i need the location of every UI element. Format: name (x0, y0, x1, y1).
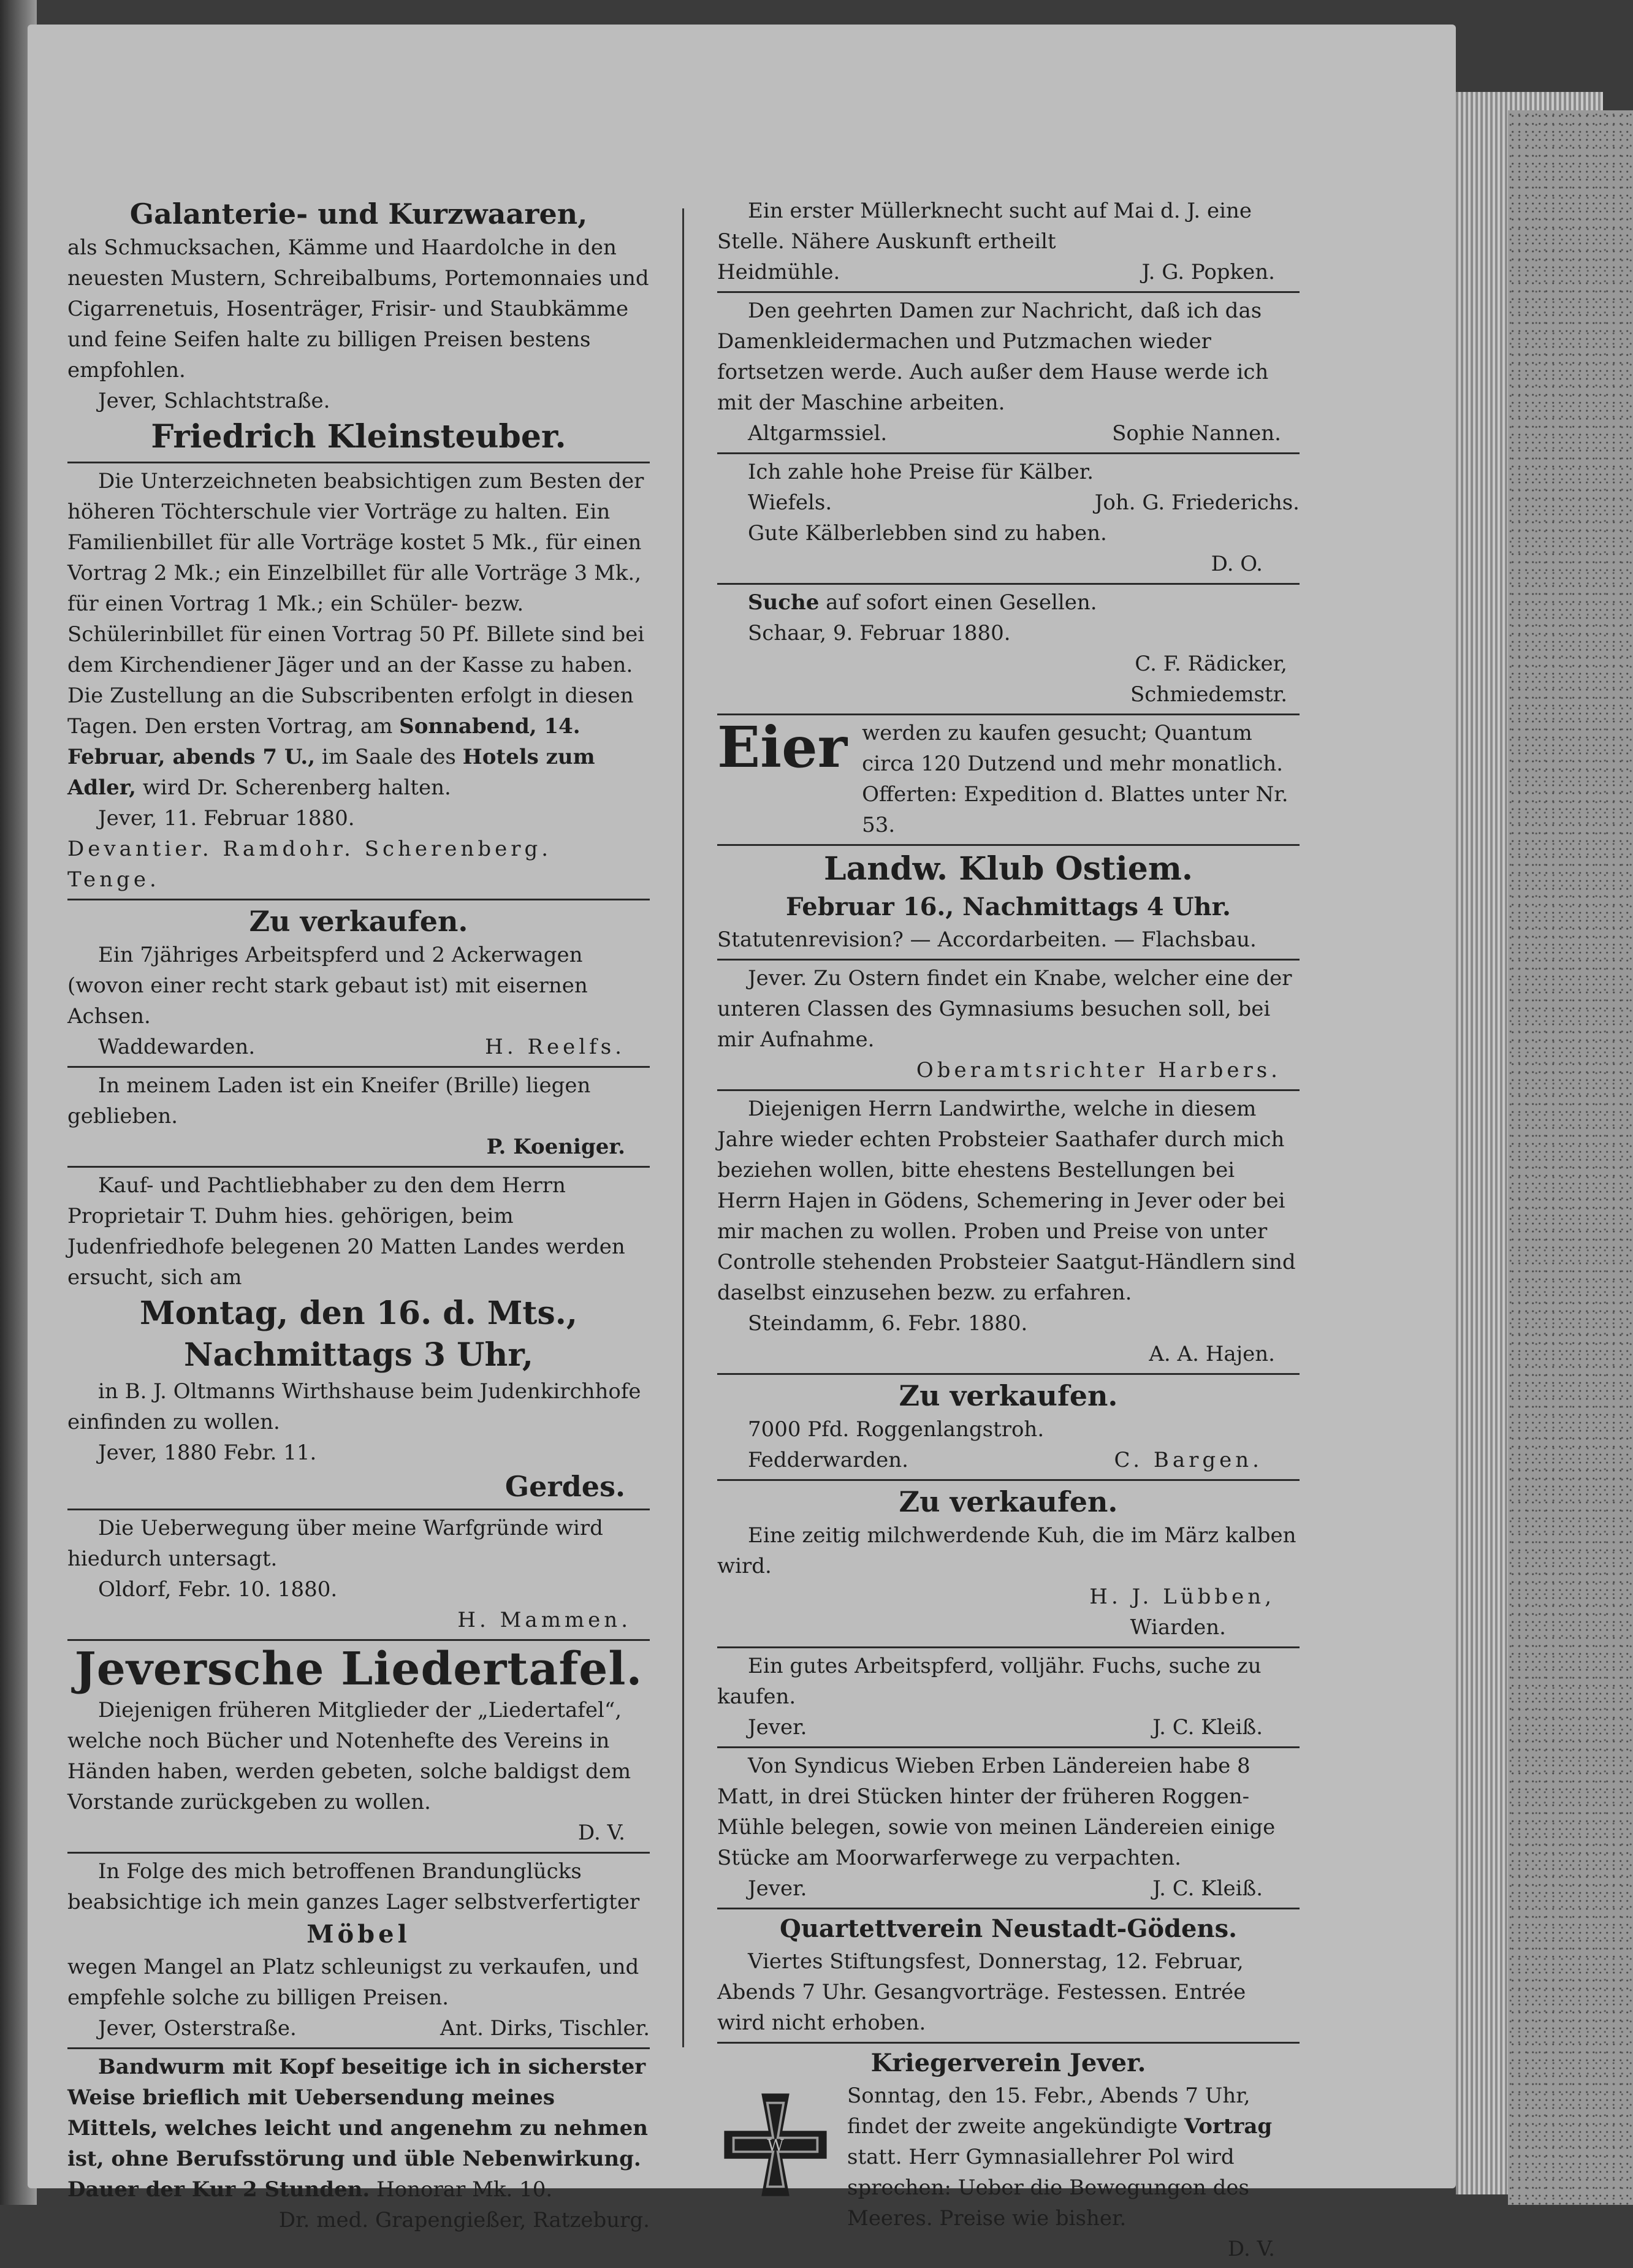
ad-body: Jever. Zu Ostern findet ein Knabe, welcher eine der unteren Classen des Gymnasiums besuchen soll, bei mir Aufnahme. (717, 966, 1292, 1052)
ad-signature: H. J. Lübben, (1089, 1585, 1275, 1609)
ad-body: Ein erster Müllerknecht sucht auf Mai d. J. eine Stelle. Nähere Auskunft ertheilt (717, 199, 1252, 254)
ad-verkaufen-2 (717, 1373, 1300, 1479)
ad-signature: Joh. G. Friederichs. (1094, 490, 1300, 515)
iron-cross-icon (717, 2087, 834, 2203)
ad-heading: Zu verkaufen. (899, 1485, 1118, 1518)
ad-moebel (67, 1852, 650, 2047)
ad-place: Wiefels. (748, 490, 832, 515)
ad-place: Jever, Osterstraße. (98, 2016, 297, 2041)
ad-body: Statutenrevision? — Accordarbeiten. — Flachsbau. (717, 927, 1257, 952)
ad-heading: Kriegerverein Jever. (870, 2049, 1146, 2077)
ad-quartett (717, 1908, 1300, 2042)
ad-footer (67, 1032, 650, 1062)
ad-sign: D. O. (1211, 552, 1263, 576)
ad-place: Jever. (748, 1876, 807, 1901)
ad-heading: Landw. Klub Ostiem. (824, 850, 1193, 888)
ad-krieger (717, 2042, 1300, 2268)
ad-place: Altgarmssiel. (748, 421, 888, 446)
ad-body: Ein gutes Arbeitspferd, volljähr. Fuchs, suche zu kaufen. (717, 1654, 1262, 1709)
ad-signature: D. V. (577, 1821, 625, 1845)
ad-signature: Friedrich Kleinsteuber. (151, 418, 566, 455)
ad-text: im Saale des (315, 745, 463, 769)
svg-text:W: W (767, 2136, 784, 2155)
ad-footer (717, 1445, 1300, 1475)
ad-pacht (67, 1166, 650, 1509)
ad-text: wird Dr. Scherenberg halten. (135, 775, 451, 800)
ad-signature: Sophie Nannen. (1112, 421, 1281, 446)
ad-damen (717, 291, 1300, 452)
ad-signature: C. F. Rädicker, (1135, 652, 1287, 676)
ad-title: Schmiedemstr. (1130, 682, 1287, 707)
ad-body (67, 466, 650, 803)
ad-signature: C. Bargen. (1114, 1448, 1263, 1472)
ad-subheading: Februar 16., Nachmittags 4 Uhr. (786, 892, 1231, 921)
left-column (67, 193, 650, 2239)
ad-big-word: Eier (717, 714, 848, 780)
ad-muellerknecht (717, 193, 1300, 291)
ad-kaelber (717, 452, 1300, 583)
ad-body-2: wegen Mangel an Platz schleunigst zu verkaufen, und empfehle solche zu billigen Preisen. (67, 1955, 639, 2010)
ad-body (67, 2052, 650, 2205)
ad-line-1: Ich zahle hohe Preise für Kälber. (748, 460, 1094, 484)
ad-arbeitspferd (717, 1646, 1300, 1746)
ad-bold-word: Möbel (306, 1920, 411, 1949)
ad-body: In Folge des mich betroffenen Brandunglücks beabsichtige ich mein ganzes Lager selbstverfertigter (67, 1859, 640, 1914)
ad-body: Viertes Stiftungsfest, Donnerstag, 12. Februar, Abends 7 Uhr. Gesangvorträge. Festessen. Entrée wird nicht erhoben. (717, 1949, 1246, 2035)
ad-geselle (717, 583, 1300, 714)
ad-signature: J. C. Kleiß. (1152, 1876, 1263, 1901)
ad-footer (717, 257, 1300, 287)
column-rule (682, 208, 684, 2047)
ad-body: Diejenigen Herrn Landwirthe, welche in diesem Jahre wieder echten Probsteier Saathafer durch mich beziehen wollen, bitte ehestens Bestellungen bei Herrn Hajen in Gödens, Schemering in Jever oder bei mir machen zu wollen. Proben und Preise von unter Controlle stehenden Probsteier Saatgut-Händlern sind daselbst einzusehen bezw. zu erfahren. (717, 1097, 1296, 1305)
ad-text: Sonntag, den 15. Febr., Abends 7 Uhr, findet der zweite angekündigte (847, 2083, 1250, 2139)
ad-body: Diejenigen früheren Mitglieder der „Liedertafel“, welche noch Bücher und Notenhefte des Vereins in Händen haben, werden gebeten, solche baldigst dem Vorstande zurückgeben zu wollen. (67, 1698, 631, 1814)
ad-galanterie (67, 193, 650, 462)
ad-signature: J. C. Kleiß. (1152, 1715, 1263, 1740)
ad-date: Oldorf, Febr. 10. 1880. (98, 1577, 338, 1602)
ad-place: Jever, Schlachtstraße. (98, 389, 330, 413)
ad-text: statt. Herr Gymnasiallehrer Pol wird sprechen: Ueber die Bewegungen des Meeres. Preise wie bisher. (847, 2145, 1249, 2231)
ad-line-2: Gute Kälberlebben sind zu haben. (748, 521, 1107, 546)
ad-place: Waddewarden. (98, 1035, 256, 1059)
ad-place: Fedderwarden. (748, 1448, 908, 1472)
ad-body: Ein 7jähriges Arbeitspferd und 2 Ackerwagen (wovon einer recht stark gebaut ist) mit eisernen Achsen. (67, 943, 588, 1029)
ad-body (847, 2080, 1300, 2234)
ad-footer (717, 1712, 1300, 1743)
ad-vortraege (67, 462, 650, 899)
ad-place: Jever. (748, 1715, 807, 1740)
ad-footer (67, 2013, 650, 2044)
ad-text: Honorar Mk. 10. (370, 2177, 553, 2202)
ad-bold-word: Suche (748, 590, 820, 615)
ad-warfgruende (67, 1509, 650, 1639)
ad-footer (717, 418, 1300, 449)
ad-body: In meinem Laden ist ein Kneifer (Brille) liegen geblieben. (67, 1073, 591, 1128)
ad-body-2: in B. J. Oltmanns Wirthshause beim Judenkirchhofe einfinden zu wollen. (67, 1379, 641, 1434)
ad-date: Jever, 1880 Febr. 11. (98, 1440, 317, 1465)
ad-eier (717, 714, 1300, 844)
ad-body: als Schmucksachen, Kämme und Haardolche in den neuesten Mustern, Schreibalbums, Portemonnaies und Cigarrenetuis, Hosenträger, Frisir- und Staubkämme und feine Seifen halte zu billigen Preisen bestens empfohlen. (67, 235, 649, 382)
ad-footer (717, 487, 1300, 518)
ad-date: Steindamm, 6. Febr. 1880. (748, 1311, 1028, 1336)
ad-signature: D. V. (1227, 2237, 1275, 2261)
ad-body: 7000 Pfd. Roggenlangstroh. (748, 1417, 1045, 1442)
ad-laendereien (717, 1746, 1300, 1908)
ad-body: Kauf- und Pachtliebhaber zu den dem Herrn Proprietair T. Duhm hies. gehörigen, beim Judenfriedhofe belegenen 20 Matten Landes werden ersucht, sich am (67, 1173, 625, 1290)
ad-date-line: Montag, den 16. d. Mts., (140, 1295, 577, 1332)
ad-signature: Dr. med. Grapengießer, Ratzeburg. (278, 2208, 650, 2232)
ad-text: Die Unterzeichneten beabsichtigen zum Besten der höheren Töchterschule vier Vorträge zu halten. Ein Familienbillet für alle Vorträge kostet 5 Mk., für einen Vortrag 2 Mk.; ein Einzelbillet für alle Vorträge 3 Mk., für einen Vortrag 1 Mk.; ein Schüler- bezw. Schülerinbillet für einen Vortrag 50 Pf. Billete sind bei dem Kirchendiener Jäger und an der Kasse zu haben. Die Zustellung an die Subscribenten erfolgt in diesen Tagen. Den ersten Vortrag, am (67, 469, 645, 739)
right-column (717, 193, 1300, 2268)
ad-date: Schaar, 9. Februar 1880. (748, 621, 1011, 645)
ad-klub (717, 844, 1300, 959)
ad-footer (717, 1873, 1300, 1904)
ad-verkaufen-1 (67, 899, 650, 1066)
ad-kneifer (67, 1066, 650, 1166)
ad-signature: H. Reelfs. (485, 1035, 625, 1059)
ad-signature: A. A. Hajen. (1149, 1342, 1275, 1366)
ad-eier-row (717, 714, 1300, 840)
ad-signature: Ant. Dirks, Tischler. (440, 2016, 650, 2041)
ad-signature: P. Koeniger. (486, 1135, 625, 1159)
ad-signers: Devantier. Ramdohr. Scherenberg. Tenge. (67, 837, 552, 892)
book-cover-edge (1508, 110, 1633, 2205)
ad-place: Heidmühle. (717, 260, 840, 284)
ad-signature: H. Mammen. (457, 1608, 631, 1632)
ad-signature: Oberamtsrichter Harbers. (916, 1058, 1281, 1083)
ad-heading: Zu verkaufen. (899, 1379, 1118, 1412)
ad-text: auf sofort einen Gesellen. (819, 590, 1097, 615)
ad-body (717, 587, 1300, 618)
ad-signature: J. G. Popken. (1141, 260, 1275, 284)
ad-body: werden zu kaufen gesucht; Quantum circa 120 Dutzend und mehr monatlich. Offerten: Expedition d. Blattes unter Nr. 53. (862, 721, 1289, 837)
ad-cross-row (717, 2080, 1300, 2234)
ad-date: Jever, 11. Februar 1880. (98, 806, 355, 831)
ad-heading: Quartettverein Neustadt-Gödens. (779, 1914, 1238, 1943)
ad-heading: Galanterie- und Kurzwaaren, (129, 197, 588, 230)
ad-bold-text: Bandwurm mit Kopf beseitige ich in sicherster Weise brieflich mit Uebersendung meines Mittels, welches leicht und angenehm zu nehmen ist, ohne Berufsstörung und üble Nebenwirkung. Dauer der Kur 2 Stunden. (67, 2055, 648, 2202)
ad-body: Die Ueberwegung über meine Warfgründe wird hiedurch untersagt. (67, 1516, 603, 1571)
ad-bold-word: Vortrag (1184, 2114, 1273, 2139)
ad-heading: Jeversche Liedertafel. (74, 1643, 643, 1695)
ad-time-line: Nachmittags 3 Uhr, (183, 1336, 534, 1374)
ad-place: Wiarden. (1130, 1615, 1226, 1640)
ad-body: Den geehrten Damen zur Nachricht, daß ich das Damenkleidermachen und Putzmachen wieder fortsetzen werde. Auch außer dem Hause werde ich mit der Maschine arbeiten. (717, 299, 1269, 415)
ad-date-bold: Sonnabend, 14. Februar, abends 7 U., (67, 714, 580, 769)
ad-bandwurm (67, 2047, 650, 2239)
ad-saathafer (717, 1089, 1300, 1373)
ad-heading: Zu verkaufen. (249, 905, 468, 938)
ad-verkaufen-3 (717, 1479, 1300, 1646)
ad-knabe (717, 959, 1300, 1089)
ad-signature: Gerdes. (504, 1470, 625, 1503)
ad-body: Von Syndicus Wieben Erben Ländereien habe 8 Matt, in drei Stücken hinter der früheren Roggen-Mühle belegen, sowie von meinen Ländereien einige Stücke am Moorwarferwege zu verpachten. (717, 1754, 1276, 1870)
ad-liedertafel (67, 1639, 650, 1852)
ad-venue-bold: Hotels zum Adler, (67, 745, 595, 800)
ad-body: Eine zeitig milchwerdende Kuh, die im März kalben wird. (717, 1523, 1296, 1578)
